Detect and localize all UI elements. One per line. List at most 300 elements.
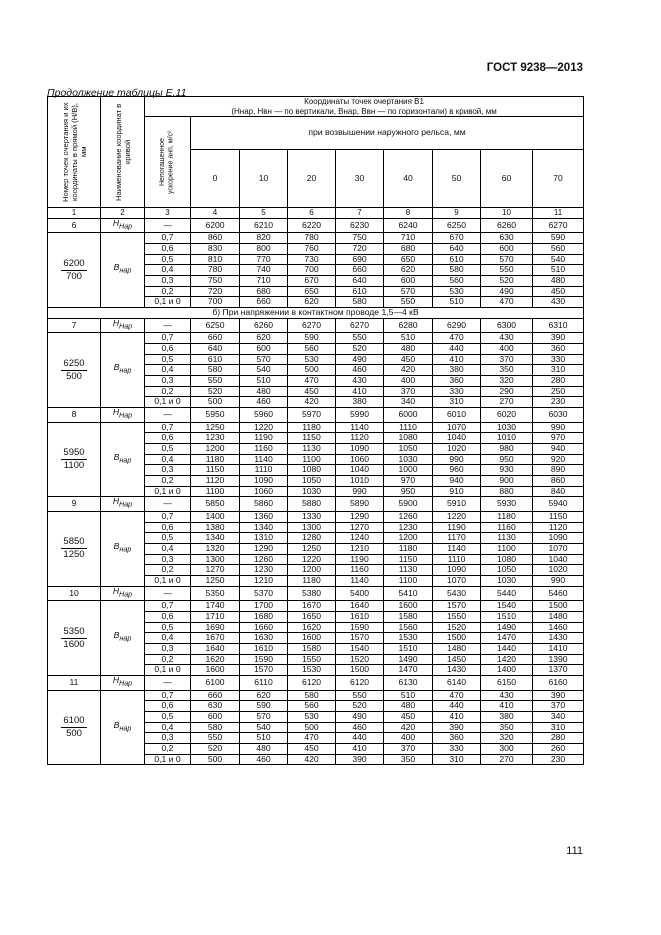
accel-value: 0,4	[145, 722, 191, 733]
value-cell: 500	[288, 365, 336, 376]
coord-name-h	[101, 318, 145, 332]
value-cell: 6280	[384, 318, 433, 332]
fraction-numerator: 5950	[63, 446, 85, 458]
value-cell: 6120	[288, 676, 336, 690]
value-cell: 400	[384, 733, 433, 744]
value-cell: 1010	[336, 476, 384, 487]
value-cell: 1340	[240, 522, 288, 533]
value-cell: 470	[433, 333, 481, 344]
value-cell: 670	[288, 275, 336, 286]
section-title: б) При напряжении в контактном проводе 1,5—4 кВ	[48, 308, 584, 319]
accel-value: 0,2	[145, 565, 191, 576]
value-cell: 950	[384, 486, 433, 497]
coordinate-fraction	[61, 536, 86, 561]
accel-value: 0,2	[145, 386, 191, 397]
value-cell: 1040	[433, 433, 481, 444]
value-cell: 1560	[384, 622, 433, 633]
value-cell: 610	[191, 354, 240, 365]
value-cell: 1620	[288, 622, 336, 633]
rail-value-cell: 0	[191, 149, 240, 207]
value-cell: 1740	[191, 601, 240, 612]
value-cell: 280	[533, 733, 584, 744]
standard-number: ГОСТ 9238—2013	[486, 62, 583, 74]
value-cell: 910	[433, 486, 481, 497]
accel-value: 0,5	[145, 533, 191, 544]
value-cell: 550	[191, 733, 240, 744]
value-cell: 470	[433, 690, 481, 701]
value-cell: 430	[336, 375, 384, 386]
rail-value-cell: 70	[533, 149, 584, 207]
value-cell: 1090	[240, 476, 288, 487]
value-cell: 630	[191, 701, 240, 712]
value-cell: 390	[533, 333, 584, 344]
value-cell: 540	[240, 722, 288, 733]
value-cell: 5940	[533, 497, 584, 511]
point-coordinates	[48, 601, 101, 676]
value-cell: 560	[288, 343, 336, 354]
value-cell: 1050	[481, 565, 533, 576]
value-cell: 5400	[336, 586, 384, 600]
value-cell: 310	[533, 365, 584, 376]
value-cell: 1120	[533, 522, 584, 533]
value-cell: 480	[533, 275, 584, 286]
value-cell: 1430	[433, 665, 481, 676]
value-cell: 340	[384, 397, 433, 408]
table-row	[48, 690, 584, 701]
value-cell: 640	[191, 343, 240, 354]
value-cell: 600	[191, 711, 240, 722]
value-cell: 320	[481, 733, 533, 744]
value-cell: 410	[481, 701, 533, 712]
value-cell: 1630	[240, 633, 288, 644]
value-cell: 460	[336, 722, 384, 733]
point-number: 11	[48, 676, 101, 690]
value-cell: 960	[433, 465, 481, 476]
table-caption: Продолжение таблицы Е.11	[47, 87, 187, 99]
value-cell: 260	[533, 744, 584, 755]
value-cell: 1150	[384, 554, 433, 565]
value-cell: 5460	[533, 586, 584, 600]
value-cell: 660	[240, 297, 288, 308]
table-row	[48, 233, 584, 244]
value-cell: 6270	[336, 318, 384, 332]
value-cell: 1600	[288, 633, 336, 644]
accel-value: 0,3	[145, 275, 191, 286]
accel-value: 0,5	[145, 711, 191, 722]
value-cell: 1600	[384, 601, 433, 612]
value-cell: 5860	[240, 497, 288, 511]
value-cell: 420	[384, 722, 433, 733]
value-cell: 520	[336, 343, 384, 354]
value-cell: 560	[533, 243, 584, 254]
value-cell: 1140	[240, 454, 288, 465]
value-cell: 1580	[384, 611, 433, 622]
fraction-numerator: 5850	[63, 536, 85, 548]
b-label: $B_{нар}$	[113, 719, 132, 733]
value-cell: 1300	[191, 554, 240, 565]
value-cell: 6160	[533, 676, 584, 690]
coord-name-b	[101, 233, 145, 308]
accel-dash: —	[145, 218, 191, 232]
value-cell: 550	[384, 297, 433, 308]
accel-value: 0,5	[145, 622, 191, 633]
value-cell: 1550	[433, 611, 481, 622]
value-cell: 520	[191, 386, 240, 397]
accel-dash: —	[145, 408, 191, 422]
value-cell: 970	[384, 476, 433, 487]
value-cell: 1610	[336, 611, 384, 622]
page-number: 111	[566, 845, 583, 857]
coord-name-b	[101, 422, 145, 497]
coord-header	[145, 97, 584, 117]
value-cell: 6250	[433, 218, 481, 232]
value-cell: 400	[481, 343, 533, 354]
value-cell: 1240	[336, 533, 384, 544]
col2-header: Наименование координат в кривой	[113, 103, 132, 201]
point-number: 8	[48, 408, 101, 422]
value-cell: 810	[191, 254, 240, 265]
accel-value: 0,2	[145, 476, 191, 487]
value-cell: 570	[240, 354, 288, 365]
value-cell: 590	[240, 701, 288, 712]
value-cell: 1500	[533, 601, 584, 612]
value-cell: 5380	[288, 586, 336, 600]
value-cell: 1260	[384, 511, 433, 522]
value-cell: 350	[481, 365, 533, 376]
accel-value: 0,6	[145, 611, 191, 622]
value-cell: 1180	[288, 422, 336, 433]
value-cell: 650	[288, 286, 336, 297]
accel-value: 0,4	[145, 454, 191, 465]
value-cell: 390	[533, 690, 584, 701]
value-cell: 450	[288, 386, 336, 397]
value-cell: 1230	[191, 433, 240, 444]
accel-value: 0,5	[145, 354, 191, 365]
value-cell: 940	[533, 443, 584, 454]
value-cell: 6120	[336, 676, 384, 690]
value-cell: 400	[384, 375, 433, 386]
accel-value: 0,6	[145, 433, 191, 444]
value-cell: 560	[288, 701, 336, 712]
accel-value: 0,7	[145, 333, 191, 344]
b-label: $B_{нар}$	[113, 262, 132, 276]
table-row	[48, 333, 584, 344]
value-cell: 1520	[433, 622, 481, 633]
value-cell: 1220	[433, 511, 481, 522]
value-cell: 470	[288, 733, 336, 744]
value-cell: 1220	[288, 554, 336, 565]
value-cell: 440	[433, 343, 481, 354]
column-number-cell: 9	[433, 208, 481, 219]
value-cell: 490	[336, 711, 384, 722]
value-cell: 6230	[336, 218, 384, 232]
point-number: 10	[48, 586, 101, 600]
accel-value: 0,6	[145, 343, 191, 354]
h-label: $H_{Нар}$	[112, 585, 133, 599]
col3-header: Непогашенное ускорение aнп, м/с²	[159, 130, 175, 194]
value-cell: 1180	[384, 543, 433, 554]
value-cell: 510	[433, 297, 481, 308]
coordinate-fraction	[61, 715, 86, 740]
table-row	[48, 586, 584, 600]
value-cell: 900	[481, 476, 533, 487]
point-number: 9	[48, 497, 101, 511]
value-cell: 1200	[288, 565, 336, 576]
value-cell: 1170	[433, 533, 481, 544]
value-cell: 510	[240, 375, 288, 386]
fraction-denominator: 700	[66, 270, 82, 282]
value-cell: 430	[481, 333, 533, 344]
value-cell: 1270	[191, 565, 240, 576]
value-cell: 360	[533, 343, 584, 354]
value-cell: 1570	[433, 601, 481, 612]
accel-value: 0,3	[145, 465, 191, 476]
value-cell: 500	[191, 397, 240, 408]
value-cell: 1140	[336, 576, 384, 587]
value-cell: 1180	[481, 511, 533, 522]
fraction-denominator: 1100	[63, 459, 85, 471]
accel-value: 0,7	[145, 690, 191, 701]
value-cell: 770	[240, 254, 288, 265]
rail-value-cell: 40	[384, 149, 433, 207]
accel-value: 0,7	[145, 511, 191, 522]
value-cell: 1200	[191, 443, 240, 454]
value-cell: 320	[481, 375, 533, 386]
value-cell: 970	[533, 433, 584, 444]
column-numbers-row	[48, 208, 584, 219]
value-cell: 1440	[481, 644, 533, 655]
value-cell: 1150	[533, 511, 584, 522]
value-cell: 450	[384, 711, 433, 722]
value-cell: 1330	[288, 511, 336, 522]
value-cell: 990	[336, 486, 384, 497]
accel-value: 0,3	[145, 554, 191, 565]
value-cell: 1390	[533, 654, 584, 665]
value-cell: 520	[481, 275, 533, 286]
value-cell: 610	[433, 254, 481, 265]
accel-value: 0,4	[145, 543, 191, 554]
point-coordinates	[48, 690, 101, 765]
value-cell: 1580	[288, 644, 336, 655]
accel-value: 0,6	[145, 243, 191, 254]
value-cell: 860	[533, 476, 584, 487]
value-cell: 510	[240, 733, 288, 744]
table-row	[48, 601, 584, 612]
value-cell: 670	[433, 233, 481, 244]
b-label: $B_{нар}$	[113, 541, 132, 554]
value-cell: 5370	[240, 586, 288, 600]
value-cell: 1290	[336, 511, 384, 522]
value-cell: 6030	[533, 408, 584, 422]
value-cell: 1190	[336, 554, 384, 565]
column-number-cell: 11	[533, 208, 584, 219]
value-cell: 1030	[384, 454, 433, 465]
value-cell: 6270	[288, 318, 336, 332]
value-cell: 680	[240, 286, 288, 297]
value-cell: 1530	[384, 633, 433, 644]
value-cell: 860	[191, 233, 240, 244]
value-cell: 460	[240, 397, 288, 408]
accel-dash: —	[145, 586, 191, 600]
value-cell: 890	[533, 465, 584, 476]
value-cell: 600	[240, 343, 288, 354]
value-cell: 1130	[481, 533, 533, 544]
value-cell: 280	[533, 375, 584, 386]
value-cell: 1150	[191, 465, 240, 476]
value-cell: 1530	[288, 665, 336, 676]
value-cell: 1040	[533, 554, 584, 565]
value-cell: 780	[191, 265, 240, 276]
value-cell: 380	[433, 365, 481, 376]
value-cell: 1200	[384, 533, 433, 544]
point-coordinates	[48, 233, 101, 308]
b-label: $B_{нар}$	[113, 630, 132, 644]
value-cell: 5890	[336, 497, 384, 511]
coordinate-fraction	[61, 358, 86, 383]
value-cell: 640	[336, 275, 384, 286]
value-cell: 510	[384, 333, 433, 344]
value-cell: 450	[384, 354, 433, 365]
value-cell: 390	[433, 722, 481, 733]
value-cell: 1400	[481, 665, 533, 676]
value-cell: 680	[384, 243, 433, 254]
value-cell: 1480	[533, 611, 584, 622]
coord-name-h	[101, 497, 145, 511]
accel-value: 0,7	[145, 233, 191, 244]
column-number-cell: 3	[145, 208, 191, 219]
coord-name-h	[101, 408, 145, 422]
table-body	[48, 218, 584, 765]
column-number-cell: 8	[384, 208, 433, 219]
value-cell: 1470	[384, 665, 433, 676]
value-cell: 410	[336, 386, 384, 397]
value-cell: 1480	[433, 644, 481, 655]
accel-value: 0,1 и 0	[145, 576, 191, 587]
value-cell: 5850	[191, 497, 240, 511]
accel-value: 0,3	[145, 733, 191, 744]
value-cell: 1160	[240, 443, 288, 454]
h-label: $H_{Нар}$	[112, 496, 133, 510]
value-cell: 600	[481, 243, 533, 254]
value-cell: 990	[533, 576, 584, 587]
value-cell: 1290	[240, 543, 288, 554]
data-table	[47, 96, 584, 765]
value-cell: 340	[533, 711, 584, 722]
value-cell: 5910	[433, 497, 481, 511]
h-label: $H_{Нар}$	[112, 217, 133, 231]
accel-value: 0,4	[145, 633, 191, 644]
fraction-denominator: 1250	[63, 549, 85, 561]
value-cell: 6100	[191, 676, 240, 690]
table-row	[48, 497, 584, 511]
value-cell: 1510	[481, 611, 533, 622]
value-cell: 550	[336, 690, 384, 701]
value-cell: 6240	[384, 218, 433, 232]
value-cell: 1050	[384, 443, 433, 454]
col3-header-cell	[145, 117, 191, 208]
value-cell: 1060	[336, 454, 384, 465]
column-number-cell: 10	[481, 208, 533, 219]
value-cell: 570	[481, 254, 533, 265]
value-cell: 620	[240, 690, 288, 701]
value-cell: 550	[481, 265, 533, 276]
value-cell: 6130	[384, 676, 433, 690]
value-cell: 1030	[288, 486, 336, 497]
value-cell: 6020	[481, 408, 533, 422]
value-cell: 5410	[384, 586, 433, 600]
value-cell: 370	[384, 744, 433, 755]
value-cell: 820	[240, 233, 288, 244]
accel-value: 0,3	[145, 375, 191, 386]
value-cell: 690	[336, 254, 384, 265]
value-cell: 1280	[288, 533, 336, 544]
value-cell: 780	[288, 233, 336, 244]
value-cell: 530	[288, 354, 336, 365]
value-cell: 660	[191, 333, 240, 344]
value-cell: 1250	[288, 543, 336, 554]
value-cell: 1230	[240, 565, 288, 576]
point-coordinates	[48, 333, 101, 408]
value-cell: 750	[336, 233, 384, 244]
h-label: $H_{Нар}$	[112, 407, 133, 420]
value-cell: 330	[533, 354, 584, 365]
accel-value: 0,2	[145, 286, 191, 297]
value-cell: 590	[288, 333, 336, 344]
accel-value: 0,4	[145, 265, 191, 276]
rail-value-cell: 50	[433, 149, 481, 207]
value-cell: 1690	[191, 622, 240, 633]
value-cell: 540	[533, 254, 584, 265]
point-coordinates	[48, 511, 101, 586]
value-cell: 370	[481, 354, 533, 365]
coord-name-h	[101, 218, 145, 232]
value-cell: 710	[384, 233, 433, 244]
value-cell: 530	[433, 286, 481, 297]
value-cell: 1100	[288, 454, 336, 465]
value-cell: 1400	[191, 511, 240, 522]
column-number-cell: 2	[101, 208, 145, 219]
accel-value: 0,1 и 0	[145, 754, 191, 765]
value-cell: 1490	[481, 622, 533, 633]
value-cell: 620	[288, 297, 336, 308]
coord-header-line2: (Hнар, Hвн — по вертикали, Bнар, Bвн — по горизонтали) в кривой, мм	[231, 106, 497, 116]
value-cell: 490	[481, 286, 533, 297]
value-cell: 410	[433, 711, 481, 722]
value-cell: 800	[240, 243, 288, 254]
value-cell: 1080	[384, 433, 433, 444]
value-cell: 1370	[533, 665, 584, 676]
value-cell: 590	[533, 233, 584, 244]
value-cell: 660	[191, 690, 240, 701]
value-cell: 1620	[191, 654, 240, 665]
value-cell: 830	[191, 243, 240, 254]
value-cell: 6200	[191, 218, 240, 232]
accel-value: 0,6	[145, 522, 191, 533]
value-cell: 1090	[336, 443, 384, 454]
value-cell: 530	[288, 711, 336, 722]
value-cell: 440	[433, 701, 481, 712]
value-cell: 1030	[481, 576, 533, 587]
value-cell: 1510	[384, 644, 433, 655]
accel-dash: —	[145, 497, 191, 511]
value-cell: 1190	[240, 433, 288, 444]
value-cell: 1070	[533, 543, 584, 554]
value-cell: 1250	[191, 422, 240, 433]
value-cell: 1020	[533, 565, 584, 576]
value-cell: 1210	[240, 576, 288, 587]
value-cell: 1110	[240, 465, 288, 476]
point-number: 6	[48, 218, 101, 232]
